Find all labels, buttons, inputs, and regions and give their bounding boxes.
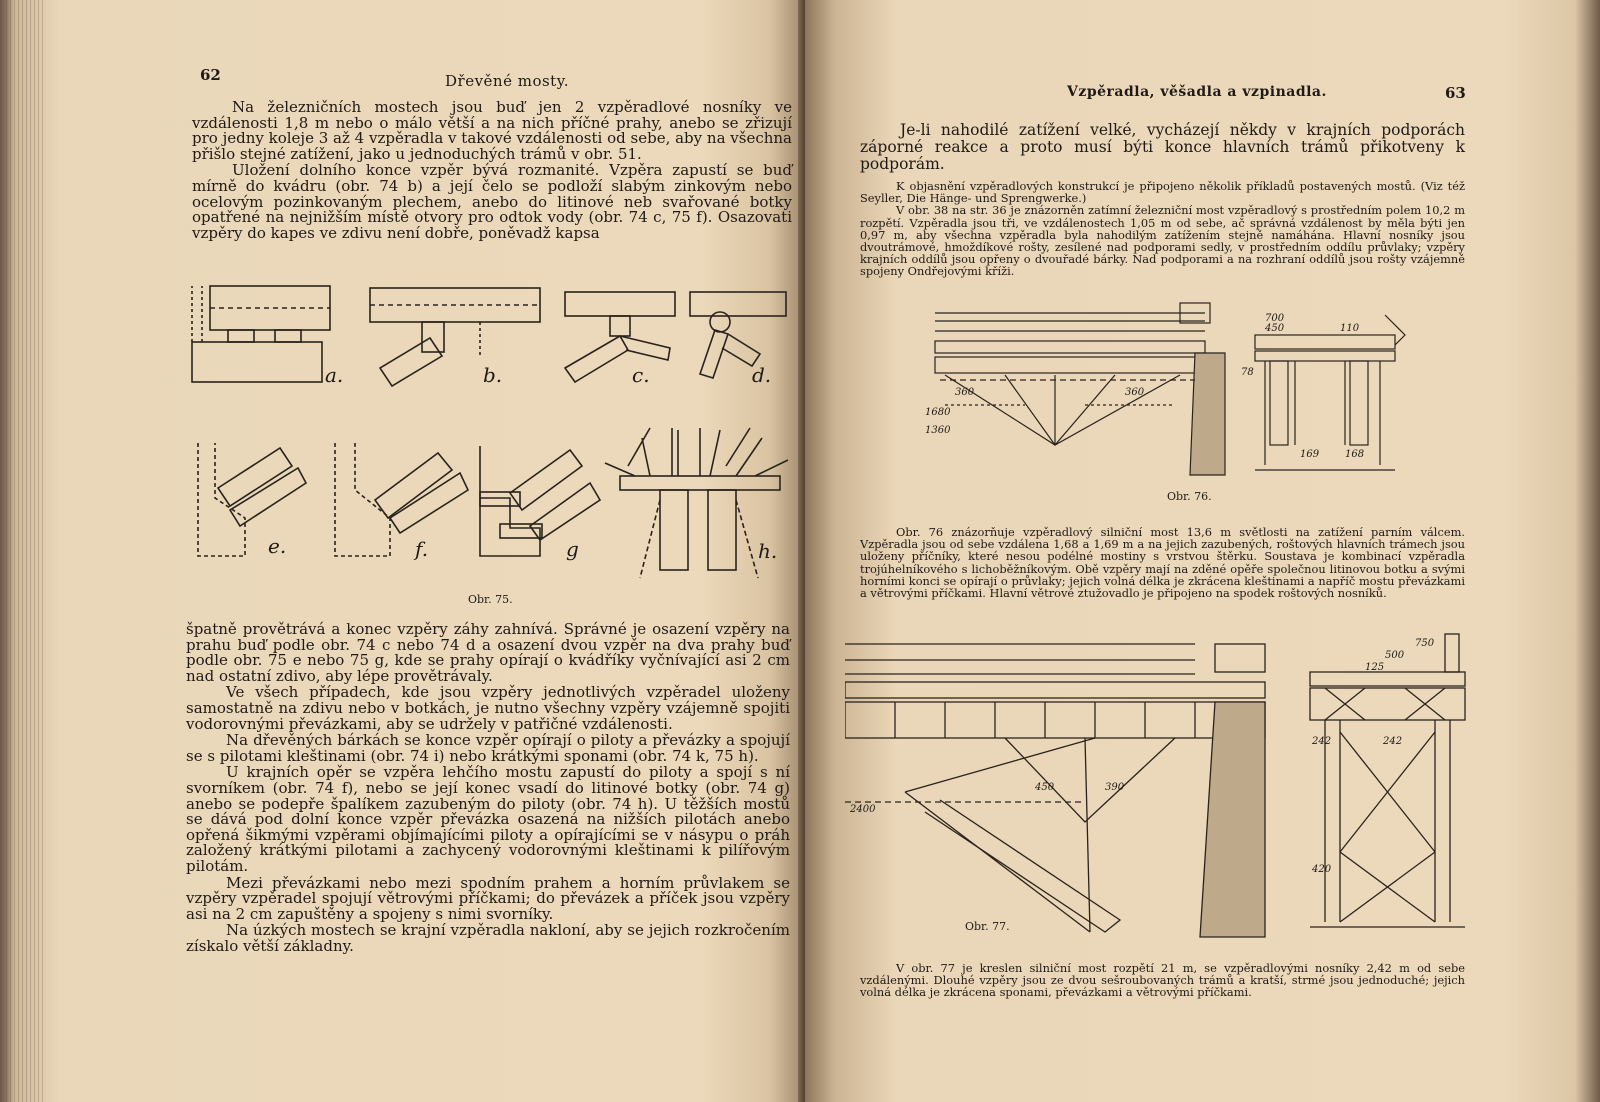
fig75-b [370,288,540,386]
right-small-text-3 [860,962,1465,999]
fig75-label-a: a. [325,363,344,387]
fig77-dim: 125 [1365,662,1385,673]
paragraph: Na úzkých mostech se krajní vzpěradla nakloní, aby se jejich rozkročením získalo větší základny. [186,921,790,955]
paragraph: Obr. 76 znázorňuje vzpěradlový silniční most 13,6 m světlosti na zatížení parním válcem. Vzpěradla jsou od sebe vzdálena 1,68 a 1,69 m a na jejich zazubených, roštových hlavních trámech jsou uloženy příčníky, které nesou podélné mostiny s vrstvou štěrku. Soustava je kombinací vzpěradla trojúhelníkového s lichoběžníkovým. Obě vzpěry mají na zděné opěře společnou litinovou botku a svými horními konci se opírají o průvlaky; jejich volná délka je zkrácena kleštinami a napříč mostu převázkami a větrovými příčkami. Hlavní větrové ztužovadlo je připojeno na spodek roštových nosníků. [860,525,1465,601]
fig76-elevation [935,303,1225,475]
fig76-dim: 78 [1241,367,1254,378]
figure-75 [180,278,795,588]
right-small-text-1 [860,180,1465,278]
fig76-dim: 168 [1345,449,1365,460]
fig75-d [690,292,786,378]
fig75-label-g: g [566,537,579,561]
paragraph: Na železničních mostech jsou buď jen 2 vzpěradlové nosníky ve vzdálenosti 1,8 m nebo o málo větší a na nich příčné prahy, anebo se zřizují pro jedny koleje 3 až 4 vzpěradla v takové vzdálenosti od sebe, aby na všechna přišlo stejné zatížení, jako u jednoduchých trámů v obr. 51. [192,98,792,163]
figure-76 [925,295,1465,485]
paragraph: špatně provětrává a konec vzpěry záhy zahnívá. Správné je osazení vzpěry na prahu buď podle obr. 74 c nebo 74 d a osazení dvou vzpěr na dva prahy buď podle obr. 75 e nebo 75 g, kde se prahy opírají o kvádříky vyčnívající asi 2 cm nad ostatní zdivo, aby lépe provětrávaly. [186,620,790,685]
left-text-bottom [186,622,790,955]
paragraph: K objasnění vzpěradlových konstrukcí je připojeno několik příkladů postavených mostů. (Viz též Seyller, Die Hänge- und Sprengwerke.) [860,179,1465,206]
fig75-c [565,292,675,382]
paragraph: Mezi převázkami nebo mezi spodním prahem a horním průvlakem se vzpěry vzpěradel spojují větrovými příčkami; do převázek a příček jsou vzpěry asi na 2 cm zapuštěny a spojeny s nimi svorníky. [186,873,790,923]
paragraph: V obr. 77 je kreslen silniční most rozpětí 21 m, se vzpěradlovými nosníky 2,42 m od sebe vzdálenými. Dlouhé vzpěry jsou ze dvou sešroubovaných trámů a kratší, strmé jsou jednoduché; jejich volná délka je zkrácena sponami, převázkami a větrovými příčkami. [860,961,1465,1000]
fig76-dim: 110 [1340,323,1360,334]
fig77-dim: 450 [1035,782,1055,793]
left-text-top [192,100,792,242]
fig77-dim: 2400 [850,804,876,815]
right-page [805,0,1600,1102]
fig75-caption: Obr. 75. [468,593,513,606]
fig77-caption: Obr. 77. [965,920,1010,933]
fig75-e [198,443,306,556]
fig76-caption: Obr. 76. [1167,490,1212,503]
fig76-dim: 169 [1300,449,1320,460]
paragraph: Je-li nahodilé zatížení velké, vycházejí někdy v krajních podporách záporné reakce a proto musí býti konce hlavních trámů přikotveny k podporám. [860,121,1465,173]
fig77-dim: 390 [1105,782,1125,793]
fig76-section [1255,315,1405,470]
fig76-dim: 700 [1265,313,1285,324]
page-number-left: 62 [200,66,221,84]
fig75-a [192,286,330,382]
fig75-label-h: h. [758,539,778,563]
fig77-dim: 420 [1312,864,1332,875]
right-text-top [860,122,1465,174]
fig77-dim: 242 [1312,736,1332,747]
fig77-dim: 500 [1385,650,1405,661]
fig76-dim: 450 [1265,323,1285,334]
paragraph: Uložení dolního konce vzpěr bývá rozmanité. Vzpěra zapustí se buď mírně do kvádru (obr. 74 b) a její čelo se podloží slabým zinkovým nebo ocelovým pozinkovaným plechem, anebo do litinové neb svařované botky opatřené na nejnižším místě otvory pro odtok vody (obr. 74 c, 75 f). Osazovati vzpěry do kapes ve zdivu není dobře, poněvadž kapsa [192,161,792,242]
fig75-f [335,443,468,556]
book-edge [6,0,46,1102]
figure-77 [845,632,1475,947]
running-head-left: Dřevěné mosty. [445,72,569,90]
fig77-dim: 242 [1383,736,1403,747]
fig75-label-f: f. [415,537,429,561]
fig77-section [1310,634,1465,927]
fig75-label-c: c. [632,363,650,387]
fig77-dim: 750 [1415,638,1435,649]
paragraph: U krajních opěr se vzpěra lehčího mostu zapustí do piloty a spojí s ní svorníkem (obr. 74 f), nebo se její konec vsadí do litinové botky (obr. 74 g) anebo se podepře špalíkem zazubeným do piloty (obr. 74 h). U těžších mostů se dává pod dolní konce vzpěr převázka osazená na nižších pilotách anebo opřená šikmými vzpěrami objímajícími piloty a opírajícími se v násypu o práh založený krátkými pilotami a zachycený vodorovnými kleštinami k pilířovým pilotám. [186,763,790,875]
running-head-right: Vzpěradla, věšadla a vzpinadla. [1067,84,1327,100]
fig76-dim: 1360 [925,425,951,436]
fig75-label-e: e. [268,534,287,558]
fig76-dim: 360 [1125,387,1145,398]
right-small-text-2 [860,526,1465,599]
fig75-label-b: b. [483,363,503,387]
paragraph: Na dřevěných bárkách se konce vzpěr opírají o piloty a převázky a spojují se s pilotami kleštinami (obr. 74 i) nebo krátkými sponami (obr. 74 k, 75 h). [186,731,790,765]
fig76-dim: 1680 [925,407,951,418]
paragraph: Ve všech případech, kde jsou vzpěry jednotlivých vzpěradel uloženy samostatně na zdivu nebo v botkách, je nutno všechny vzpěry vzájemně spojiti vodorovnými převázkami, aby se udržely v patřičné vzdálenosti. [186,683,790,733]
fig75-label-d: d. [752,363,772,387]
paragraph: V obr. 38 na str. 36 je znázorněn zatímní železniční most vzpěradlový s prostředním polem 10,2 m rozpětí. Vzpěradla jsou tři, ve vzdálenostech 1,05 m od sebe, ač správná vzdálenost by měla býti jen 0,97 m, aby všechna vzpěradla byla nahodilým zatížením stejně namáhána. Hlavní nosníky jsou dvoutrámové, hmoždíkové rošty, zesílené nad podporami sedly, v prostředním oddílu průvlaky; vzpěry krajních oddílů jsou opřeny o dvouřadé bárky. Nad podporami a na rozhraní oddílů jsou rošty vzájemně spojeny Ondřejovými kříži. [860,203,1465,279]
fig76-dim: 360 [955,387,975,398]
fig75-g [480,446,600,556]
page-number-right: 63 [1445,84,1466,102]
fig77-elevation [845,644,1265,937]
